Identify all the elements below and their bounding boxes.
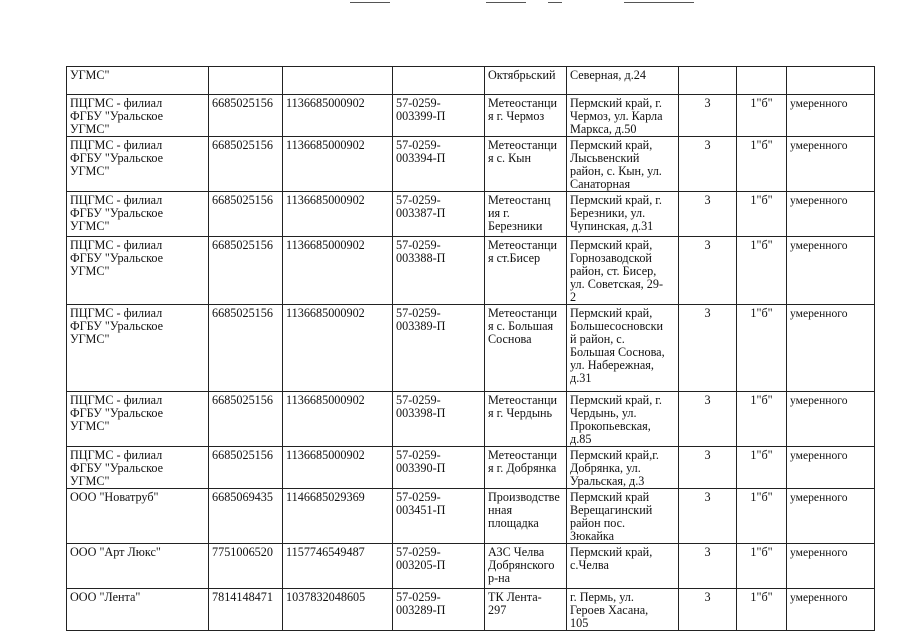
registry-table [66,66,875,631]
inn-cell: 6685025156 [209,447,283,489]
class-cell: 1"б" [737,305,787,392]
registration-number-cell: 57-0259- 003388-П [393,237,485,305]
object-name-cell: АЗС Челва Добрянского р-на [485,544,567,589]
class-cell: 1"б" [737,589,787,631]
registration-number-cell: 57-0259- 003289-П [393,589,485,631]
registry-table-wrap [66,66,874,631]
object-name-cell: ТК Лента- 297 [485,589,567,631]
address-cell: Пермский край,г. Добрянка, ул. Уральская, д.3 [567,447,679,489]
org-name-cell: ПЦГМС - филиал ФГБУ "Уральское УГМС" [67,95,209,137]
object-name-cell: Метеостанци я с. Кын [485,137,567,192]
table-row [67,95,875,137]
address-cell: Северная, д.24 [567,67,679,95]
inn-cell [209,67,283,95]
ogrn-cell: 1136685000902 [283,137,393,192]
class-cell: 1"б" [737,489,787,544]
object-name-cell: Метеостанц ия г. Березники [485,192,567,237]
registration-number-cell: 57-0259- 003398-П [393,392,485,447]
inn-cell: 7814148471 [209,589,283,631]
address-cell: Пермский край, Лысьвенский район, с. Кын, ул. Санаторная [567,137,679,192]
risk-cell: умеренного [787,544,875,589]
registration-number-cell: 57-0259- 003205-П [393,544,485,589]
address-cell: г. Пермь, ул. Героев Хасана, 105 [567,589,679,631]
category-cell [679,67,737,95]
org-name-cell: ПЦГМС - филиал ФГБУ "Уральское УГМС" [67,137,209,192]
class-cell: 1"б" [737,192,787,237]
registration-number-cell: 57-0259- 003394-П [393,137,485,192]
address-cell: Пермский край, Горнозаводской район, ст. Бисер, ул. Советская, 29- 2 [567,237,679,305]
category-cell: 3 [679,137,737,192]
org-name-cell: УГМС" [67,67,209,95]
org-name-cell: ООО "Новатруб" [67,489,209,544]
object-name-cell: Метеостанци я с. Большая Соснова [485,305,567,392]
class-cell [737,67,787,95]
class-cell: 1"б" [737,237,787,305]
ogrn-cell: 1136685000902 [283,392,393,447]
org-name-cell: ПЦГМС - филиал ФГБУ "Уральское УГМС" [67,192,209,237]
risk-cell: умеренного [787,95,875,137]
class-cell: 1"б" [737,544,787,589]
category-cell: 3 [679,447,737,489]
address-cell: Пермский край, с.Челва [567,544,679,589]
category-cell: 3 [679,95,737,137]
class-cell: 1"б" [737,95,787,137]
object-name-cell: Метеостанци я ст.Бисер [485,237,567,305]
object-name-cell: Метеостанци я г. Чермоз [485,95,567,137]
registration-number-cell: 57-0259- 003389-П [393,305,485,392]
ogrn-cell: 1136685000902 [283,95,393,137]
risk-cell: умеренного [787,192,875,237]
ogrn-cell: 1136685000902 [283,447,393,489]
ogrn-cell: 1136685000902 [283,237,393,305]
class-cell: 1"б" [737,392,787,447]
risk-cell: умеренного [787,305,875,392]
object-name-cell: Производстве нная площадка [485,489,567,544]
risk-cell: умеренного [787,589,875,631]
address-cell: Пермский край, г. Чермоз, ул. Карла Маркса, д.50 [567,95,679,137]
risk-cell [787,67,875,95]
org-name-cell: ООО "Лента" [67,589,209,631]
category-cell: 3 [679,305,737,392]
risk-cell: умеренного [787,489,875,544]
table-row [67,392,875,447]
registration-number-cell: 57-0259- 003390-П [393,447,485,489]
ogrn-cell: 1146685029369 [283,489,393,544]
table-row [67,237,875,305]
org-name-cell: ПЦГМС - филиал ФГБУ "Уральское УГМС" [67,447,209,489]
object-name-cell: Метеостанци я г. Добрянка [485,447,567,489]
table-row [67,67,875,95]
class-cell: 1"б" [737,137,787,192]
table-row [67,489,875,544]
org-name-cell: ПЦГМС - филиал ФГБУ "Уральское УГМС" [67,305,209,392]
address-cell: Пермский край Верещагинский район пос. Зюкайка [567,489,679,544]
category-cell: 3 [679,392,737,447]
registration-number-cell [393,67,485,95]
risk-cell: умеренного [787,237,875,305]
ogrn-cell: 1136685000902 [283,305,393,392]
registration-number-cell: 57-0259- 003451-П [393,489,485,544]
table-row [67,192,875,237]
table-row [67,589,875,631]
risk-cell: умеренного [787,392,875,447]
inn-cell: 6685025156 [209,237,283,305]
inn-cell: 6685025156 [209,95,283,137]
table-row [67,447,875,489]
class-cell: 1"б" [737,447,787,489]
category-cell: 3 [679,237,737,305]
inn-cell: 6685025156 [209,305,283,392]
object-name-cell: Метеостанци я г. Чердынь [485,392,567,447]
object-name-cell: Октябрьский [485,67,567,95]
org-name-cell: ПЦГМС - филиал ФГБУ "Уральское УГМС" [67,392,209,447]
scan-artifact-marks [0,0,905,8]
registry-rows [67,67,875,631]
org-name-cell: ООО "Арт Люкс" [67,544,209,589]
table-row [67,544,875,589]
inn-cell: 6685025156 [209,137,283,192]
ogrn-cell: 1037832048605 [283,589,393,631]
inn-cell: 7751006520 [209,544,283,589]
risk-cell: умеренного [787,447,875,489]
category-cell: 3 [679,192,737,237]
ogrn-cell [283,67,393,95]
table-row [67,137,875,192]
inn-cell: 6685025156 [209,192,283,237]
registration-number-cell: 57-0259- 003387-П [393,192,485,237]
org-name-cell: ПЦГМС - филиал ФГБУ "Уральское УГМС" [67,237,209,305]
inn-cell: 6685025156 [209,392,283,447]
address-cell: Пермский край, г. Березники, ул. Чупинская, д.31 [567,192,679,237]
category-cell: 3 [679,544,737,589]
table-row [67,305,875,392]
registration-number-cell: 57-0259- 003399-П [393,95,485,137]
risk-cell: умеренного [787,137,875,192]
ogrn-cell: 1157746549487 [283,544,393,589]
ogrn-cell: 1136685000902 [283,192,393,237]
address-cell: Пермский край, Большесосновски й район, с. Большая Соснова, ул. Набережная, д.31 [567,305,679,392]
address-cell: Пермский край, г. Чердынь, ул. Прокопьевская, д.85 [567,392,679,447]
category-cell: 3 [679,489,737,544]
inn-cell: 6685069435 [209,489,283,544]
category-cell: 3 [679,589,737,631]
